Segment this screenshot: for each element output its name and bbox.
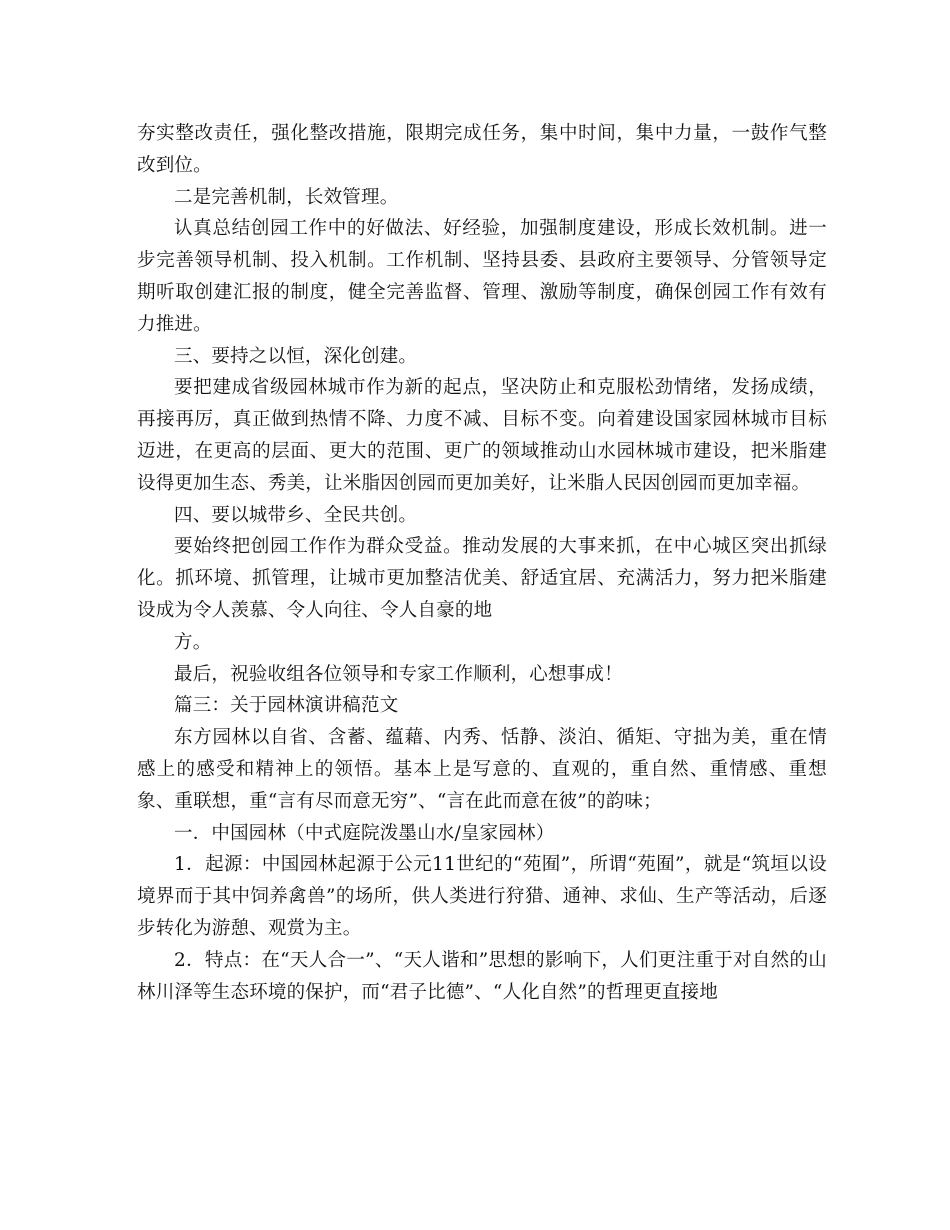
paragraph-origin: 1．起源：中国园林起源于公元11世纪的“苑囿”，所谓“苑囿”，就是“筑垣以设境界而于其中饲养禽兽”的场所，供人类进行狩猎、通神、求仙、生产等活动，后逐步转化为游憩、观赏为主。 xyxy=(137,854,827,939)
paragraph-fragment: 方。 xyxy=(174,631,212,653)
paragraph-characteristics: 2．特点：在“天人合一”、“天人谐和”思想的影响下，人们更注重于对自然的山林川泽等生态环境的保护，而“君子比德”、“人化自然”的哲理更直接地 xyxy=(137,949,827,1003)
paragraph-mechanism: 认真总结创园工作中的好做法、好经验，加强制度建设，形成长效机制。进一步完善领导机制、投入机制。工作机制、坚持县委、县政府主要领导、分管领导定期听取创建汇报的制度，健全完善监督、管理、激励等制度，确保创园工作有效有力推进。 xyxy=(137,218,827,335)
paragraph-urban-rural: 要始终把创园工作作为群众受益。推动发展的大事来抓，在中心城区突出抓绿化。抓环境、抓管理，让城市更加整洁优美、舒适宜居、充满活力，努力把米脂建设成为令人羡慕、令人向往、令人自豪的地 xyxy=(137,536,827,621)
heading-persistence: 三、要持之以恒，深化创建。 xyxy=(174,345,418,367)
heading-chinese-gardens: 一．中国园林（中式庭院泼墨山水/皇家园林） xyxy=(174,822,555,844)
heading-mechanism: 二是完善机制，长效管理。 xyxy=(174,186,399,208)
paragraph-eastern-gardens: 东方园林以自省、含蓄、蕴藉、内秀、恬静、淡泊、循矩、守拙为美，重在情感上的感受和精神上的领悟。基本上是写意的、直观的，重自然、重情感、重想象、重联想，重“言有尽而意无穷”、“言在此而意在彼”的韵味； xyxy=(137,727,827,812)
document-body xyxy=(137,118,827,1008)
paragraph-persistence: 要把建成省级园林城市作为新的起点，坚决防止和克服松劲情绪，发扬成绩，再接再厉，真正做到热情不降、力度不减、目标不变。向着建设国家园林城市目标迈进，在更高的层面、更大的范围、更广的领域推动山水园林城市建设，把米脂建设得更加生态、秀美，让米脂因创园而更加美好，让米脂人民因创园而更加幸福。 xyxy=(137,377,827,494)
section-title-part-three: 篇三：关于园林演讲稿范文 xyxy=(174,695,399,717)
paragraph-closing-wishes: 最后，祝验收组各位领导和专家工作顺利，心想事成！ xyxy=(174,663,623,685)
heading-urban-rural: 四、要以城带乡、全民共创。 xyxy=(174,504,418,526)
paragraph-rectification: 夯实整改责任，强化整改措施，限期完成任务，集中时间，集中力量，一鼓作气整改到位。 xyxy=(137,123,827,176)
